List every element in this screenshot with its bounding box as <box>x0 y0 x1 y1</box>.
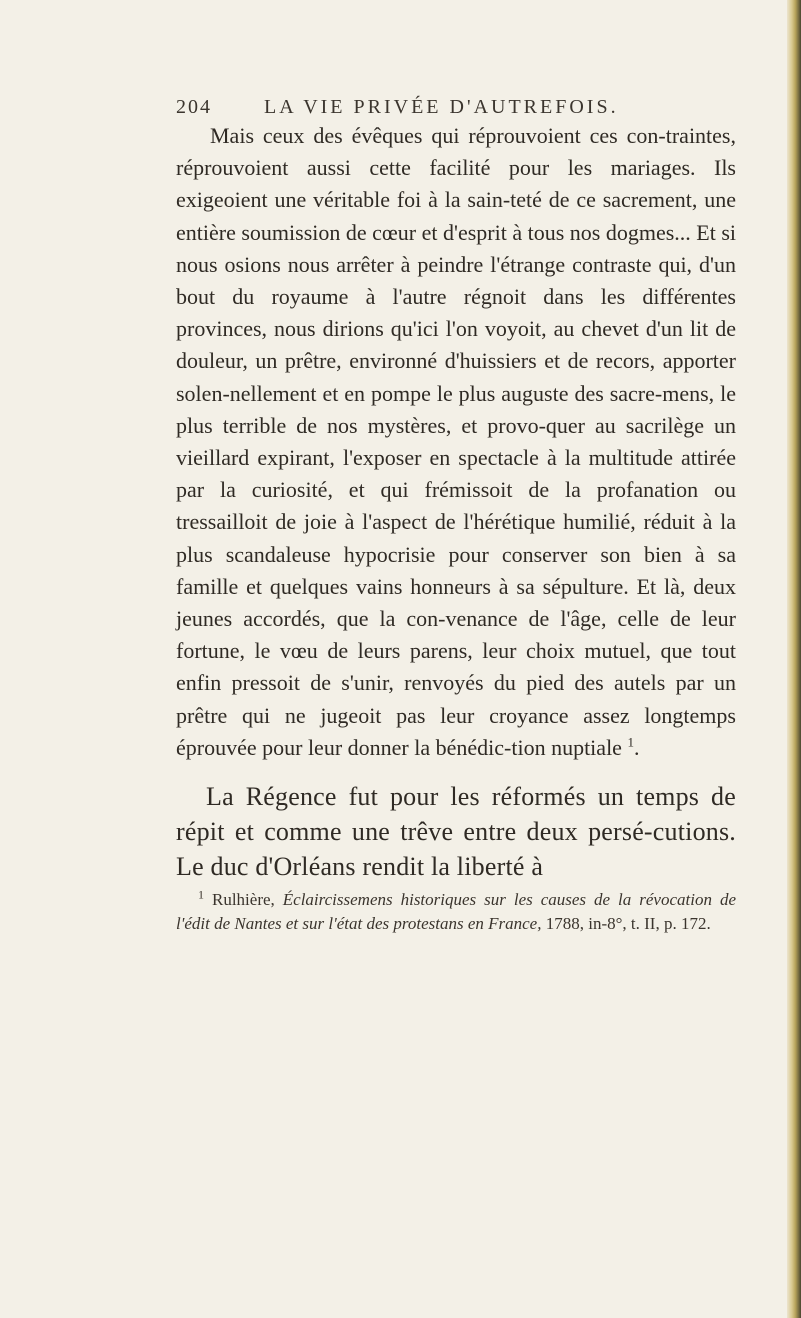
page-number: 204 <box>176 96 212 118</box>
footnote-details: 1788, in-8°, t. II, p. 172. <box>545 914 711 933</box>
paragraph-end: . <box>633 734 640 760</box>
paragraph <box>176 120 736 764</box>
paragraph <box>176 779 736 884</box>
footnote <box>176 888 736 936</box>
footnotes <box>176 888 736 936</box>
paragraph-text: La Régence fut pour les réformés un temps de répit et comme une trêve entre deux persé-cutions. Le duc d'Orléans rendit la liberté à <box>176 782 736 882</box>
footnote-title: Éclaircissemens historiques sur les causes de la révocation de l'édit de Nantes et sur l'état des protestans en France, <box>176 890 736 933</box>
footnote-reference[interactable]: 1 <box>627 734 634 750</box>
main-text <box>176 120 736 884</box>
page-edge <box>787 0 801 1318</box>
running-title: LA VIE PRIVÉE D'AUTREFOIS. <box>264 96 619 118</box>
footnote-text <box>176 888 736 936</box>
footnote-mark: 1 <box>198 887 204 902</box>
footnote-author: Rulhière, <box>211 890 275 909</box>
paragraph-text: Mais ceux des évêques qui réprouvoient ces con-traintes, réprouvoient aussi cette facilité pour les mariages. Ils exigeoient une véritable foi à la sain-teté de ce sacrement, une entière soumission de cœur et d'esprit à tous nos dogmes... Et si nous osions nous arrêter à peindre l'étrange contraste qui, d'un bout du royaume à l'autre régnoit dans les différentes provinces, nous dirions qu'ici l'on voyoit, au chevet d'un lit de douleur, un prêtre, environné d'huissiers et de recors, apporter solen-nellement et en pompe le plus auguste des sacre-mens, le plus terrible de nos mystères, et provo-quer au sacrilège un vieillard expirant, l'exposer en spectacle à la multitude attirée par la curiosité, et qui frémissoit de la profanation ou tressailloit de joie à l'aspect de l'hérétique humilié, réduit à la plus scandaleuse hypocrisie pour conserver son bien à sa famille et quelques vains honneurs à sa sépulture. Et là, deux jeunes accordés, que la con-venance de l'âge, celle de leur fortune, le vœu de leurs parens, leur choix mutuel, que tout enfin pressoit de s'unir, renvoyés du pied des autels par un prêtre qui ne jugeoit pas leur croyance assez longtemps éprouvée pour leur donner la bénédic-tion nuptiale <box>176 123 736 760</box>
